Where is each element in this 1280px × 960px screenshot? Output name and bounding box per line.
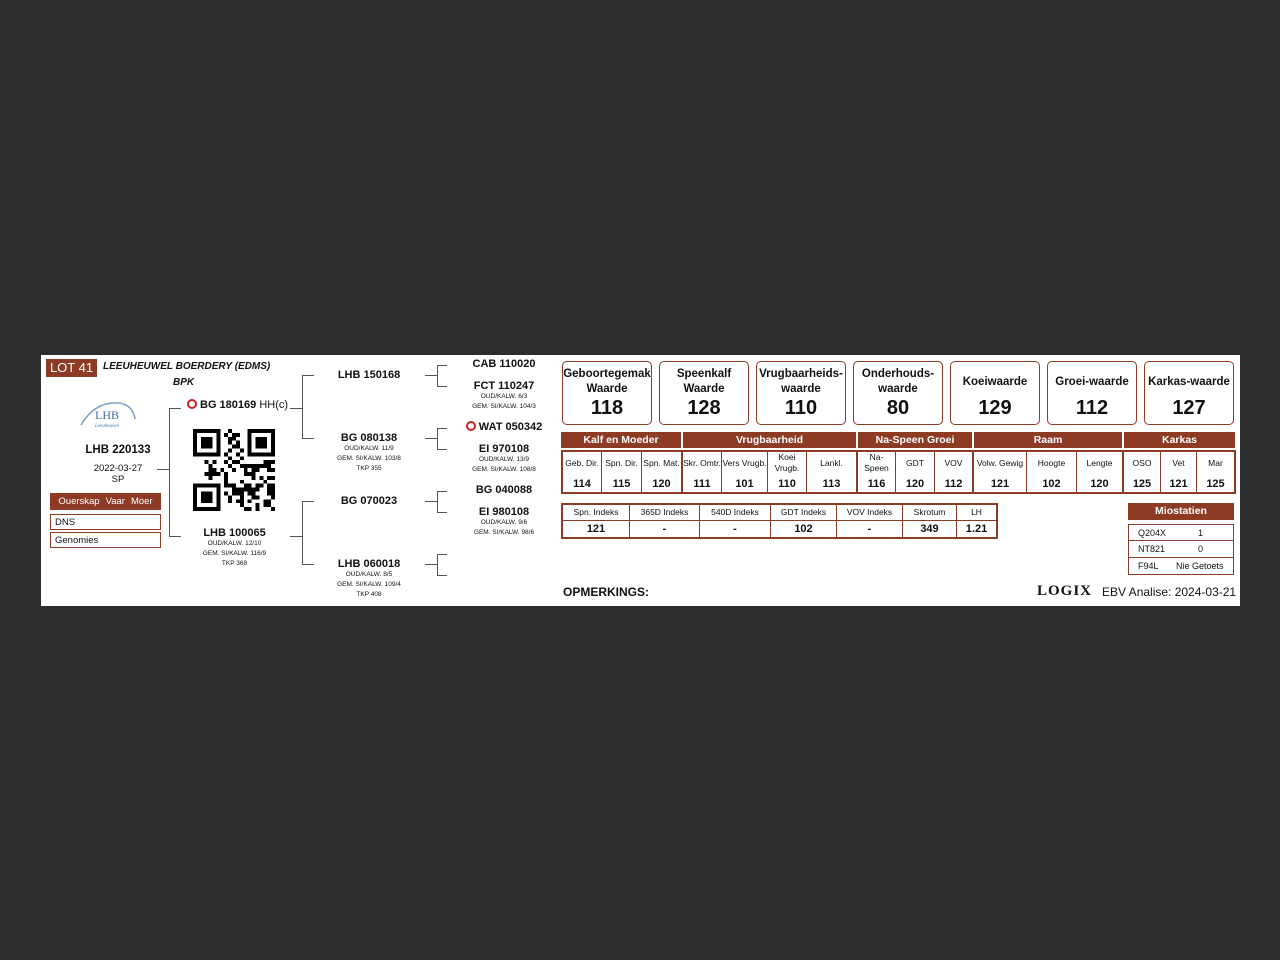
trait-skr-omtr: Skr. Omtr. 111	[683, 450, 722, 494]
trait-spn-mat: Spn. Mat. 120	[643, 457, 680, 490]
dam-dam: LHB 060018 OUD/KALW. 8/5 GEM. SI/KALW. 109/4 TKP 408	[319, 558, 419, 600]
trait-vers-vrugb: Vers Vrugb. 101	[722, 450, 768, 494]
gen3-sds: WAT 050342	[454, 421, 554, 433]
sire-dam-id: BG 080138	[340, 432, 398, 444]
breeder-name: LEEUHEUWEL BOERDERY (EDMS)	[103, 361, 271, 372]
gen3-ssd: FCT 110247 OUD/KALW. 6/3 GEM. SI/KALW. 104/3	[472, 380, 536, 410]
trait-geb-dir: Geb. Dir. 114	[563, 450, 602, 494]
index-skrotum: Skrotum 349	[903, 504, 957, 538]
breeder-logo	[75, 395, 139, 431]
ebv-box-karkas: Karkas-waarde 127	[1144, 361, 1234, 425]
tag-genomies: Genomies	[50, 532, 161, 548]
trait-gdt: GDT 120	[896, 450, 935, 494]
animal-code: SP	[111, 474, 125, 485]
target-icon	[466, 421, 476, 431]
sire-status: HH(c)	[259, 399, 289, 411]
trait-koei-vrugb: Koei Vrugb. 110	[768, 450, 807, 494]
parentage-bar	[50, 493, 161, 510]
trait-volw-gewig: Volw. Gewig 121	[974, 450, 1027, 494]
ebv-analysis-date: EBV Analise: 2024-03-21	[1102, 585, 1237, 599]
sire	[187, 399, 288, 411]
logo-subtext: Leeuheuwel	[95, 424, 119, 429]
trait-mar: Mar 125	[1206, 457, 1225, 490]
index-gdt: GDT Indeks 102	[771, 504, 837, 538]
dam-id: LHB 100065	[203, 527, 266, 539]
lot-card	[41, 355, 1240, 606]
index-vov: VOV Indeks -	[837, 504, 903, 538]
ebv-box-koeiwaarde: Koeiwaarde 129	[950, 361, 1040, 425]
dam-line2: GEM. SI/KALW. 116/9	[202, 550, 267, 557]
dam-line3: TKP 368	[221, 560, 248, 567]
sire-id: BG 180169	[200, 399, 257, 411]
gen3-dss: BG 040088	[475, 484, 533, 496]
sire-dam: BG 080138 OUD/KALW. 11/9 GEM. SI/KALW. 103/8 TKP 355	[319, 432, 419, 474]
dam-verified-label: Moer	[130, 496, 153, 507]
gen3-dsd: EI 980108 OUD/KALW. 9/6 GEM. SI/KALW. 98/6	[473, 506, 535, 536]
animal-dob: 2022-03-27	[93, 463, 143, 474]
remarks-label: OPMERKINGS:	[563, 585, 650, 599]
trait-oso: OSO 125	[1124, 450, 1161, 494]
dam-sire	[319, 495, 419, 507]
qr-code	[192, 429, 276, 511]
group-kalf-en-moeder: Kalf en Moeder	[561, 432, 681, 448]
trait-vet: Vet 121	[1161, 450, 1197, 494]
group-vrugbaarheid: Vrugbaarheid	[683, 432, 856, 448]
index-lh: LH 1.21	[957, 504, 996, 538]
trait-spn-dir: Spn. Dir. 115	[602, 450, 642, 494]
logix-logo: LOGIX	[1037, 583, 1093, 599]
ebv-box-groei: Groei-waarde 112	[1047, 361, 1137, 425]
sire-sire-id: LHB 150168	[337, 369, 401, 381]
breeder-code: BPK	[173, 377, 195, 388]
tag-dns: DNS	[50, 514, 161, 530]
target-icon	[187, 399, 197, 409]
group-na-speen-groei: Na-Speen Groei	[858, 432, 972, 448]
dam	[187, 527, 282, 569]
parentage-label: Ouerskap	[58, 496, 100, 507]
gen3-sss: CAB 110020	[472, 358, 536, 370]
index-365d: 365D Indeks -	[630, 504, 700, 538]
sire-sire	[319, 369, 419, 381]
ebv-box-speenkalf: Speenkalf Waarde 128	[659, 361, 749, 425]
gen3-sdd: EI 970108 OUD/KALW. 13/9 GEM. SI/KALW. 108/8	[472, 443, 536, 473]
trait-hoogte: Hoogte 102	[1027, 450, 1077, 494]
index-540d: 540D Indeks -	[700, 504, 771, 538]
miostatien-row: F94L Nie Getoets	[1128, 558, 1234, 575]
dam-dam-id: LHB 060018	[337, 558, 401, 570]
trait-vov: VOV 112	[944, 457, 963, 490]
sire-verified-label: Vaar	[105, 496, 125, 507]
trait-na-speen: Na-Speen 116	[858, 450, 896, 494]
ebv-box-vrugbaarheid: Vrugbaarheids-waarde 110	[756, 361, 846, 425]
ebv-box-geboortegemak: Geboortegemak Waarde 118	[562, 361, 652, 425]
index-spn: Spn. Indeks 121	[563, 504, 630, 538]
dam-sire-id: BG 070023	[340, 495, 398, 507]
trait-lankl: Lankl. 113	[820, 457, 843, 490]
miostatien-row: NT821 0	[1128, 541, 1234, 558]
group-raam: Raam	[974, 432, 1122, 448]
group-karkas: Karkas	[1124, 432, 1235, 448]
lot-number: LOT 41	[46, 359, 97, 377]
miostatien-row: Q204X 1	[1128, 524, 1234, 541]
animal-id: LHB 220133	[85, 444, 151, 456]
dam-line1: OUD/KALW. 12/10	[207, 540, 262, 547]
logo-text: LHB	[95, 408, 119, 422]
trait-lengte: Lengte 120	[1086, 457, 1113, 490]
miostatien-title: Miostatien	[1128, 503, 1234, 520]
ebv-box-onderhoud: Onderhouds-waarde 80	[853, 361, 943, 425]
